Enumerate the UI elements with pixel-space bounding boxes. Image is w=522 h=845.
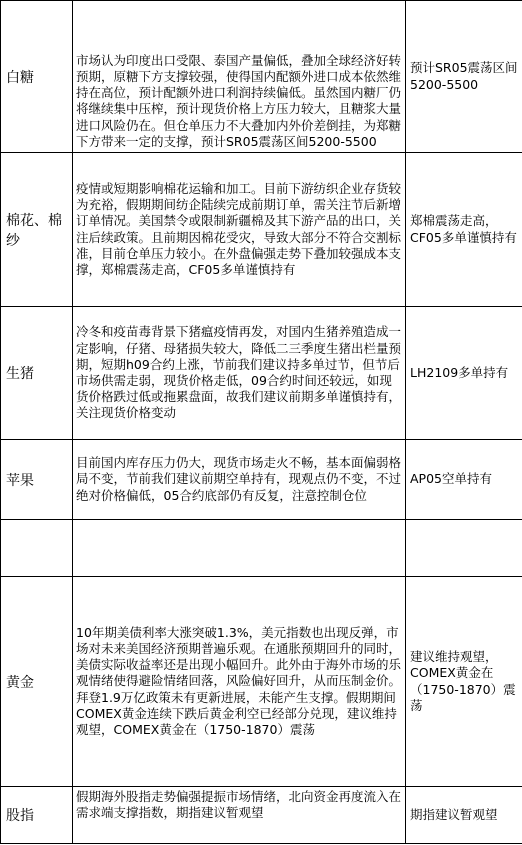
empty-cell: [73, 520, 406, 577]
analysis-text: 目前国内库存压力仍大，现货市场走火不畅，基本面偏弱格局不变，节前我们建议前期空单持有，现观点仍不变，不过绝对价格偏低，05合约底部仍有反复，注意控制仓位: [73, 440, 406, 520]
commodity-name: 股指: [1, 787, 73, 844]
table-row-index: [1, 787, 522, 844]
commodity-name: 生猪: [1, 307, 73, 440]
table-row-empty: [1, 520, 522, 577]
advice-text: AP05空单持有: [406, 440, 522, 520]
analysis-text: 10年期美债利率大涨突破1.3%，美元指数也出现反弹，市场对未来美国经济预期普遍乐观。在通胀预期回升的同时，美债实际收益率还是出现小幅回升。此外由于海外市场的乐观情绪使得避险情绪回落，风险偏好回升，从而压制金价。拜登1.9万亿政策未有更新进展，未能产生支撑。假期期间COMEX黄金连续下跌后黄金利空已经部分兑现，建议维持观望，COMEX黄金在（1750-1870）震荡: [73, 577, 406, 787]
advice-text: 建议维持观望，COMEX黄金在（1750-1870）震荡: [406, 577, 522, 787]
analysis-text: 假期海外股指走势偏强提振市场情绪，北向资金再度流入在需求端支撑指数，期指建议暂观望: [73, 787, 406, 844]
advice-text: LH2109多单持有: [406, 307, 522, 440]
analysis-text: 市场认为印度出口受限、泰国产量偏低，叠加全球经济好转预期，原糖下方支撑较强，使得国内配额外进口成本依然维持在高位，预计配额外进口利润持续偏低。虽然国内糖厂仍将继续集中压榨，预计现货价格上方压力较大，且糖浆大量进口风险仍在。但仓单压力不大叠加内外价差倒挂，为郑糖下方带来一定的支撑，预计SR05震荡区间5200-5500: [73, 1, 406, 153]
commodity-name: 黄金: [1, 577, 73, 787]
table-row-cotton: [1, 153, 522, 307]
advice-text: 郑棉震荡走高，CF05多单谨慎持有: [406, 153, 522, 307]
analysis-text: 冷冬和疫苗毒背景下猪瘟疫情再发，对国内生猪养殖造成一定影响，仔猪、母猪损失较大，降低二三季度生猪出栏量预期，短期h09合约上涨，节前我们建议持多单过节，但节后市场供需走弱，现货价格走低，09合约时间还较远，如现货价格跌过低或拖累盘面，故我们建议前期多单谨慎持有，关注现货价格变动: [73, 307, 406, 440]
empty-cell: [1, 520, 73, 577]
advice-text: 期指建议暂观望: [406, 787, 522, 844]
commodity-name: 苹果: [1, 440, 73, 520]
advice-text: 预计SR05震荡区间5200-5500: [406, 1, 522, 153]
table-row-sugar: [1, 1, 522, 153]
table-row-apple: [1, 440, 522, 520]
table-row-hog: [1, 307, 522, 440]
table-row-gold: [1, 577, 522, 787]
analysis-text: 疫情或短期影响棉花运输和加工。目前下游纺织企业存货较为充裕，假期期间纺企陆续完成前期订单，需关注节后新增订单情况。美国禁令或限制新疆棉及其下游产品的出口，关注后续政策。且前期因棉花受灾，导致大部分不符合交割标准，目前仓单压力较小。在外盘偏强走势下叠加较强成本支撑，郑棉震荡走高，CF05多单谨慎持有: [73, 153, 406, 307]
commodity-name: 棉花、棉纱: [1, 153, 73, 307]
empty-cell: [406, 520, 522, 577]
commodity-name: 白糖: [1, 1, 73, 153]
